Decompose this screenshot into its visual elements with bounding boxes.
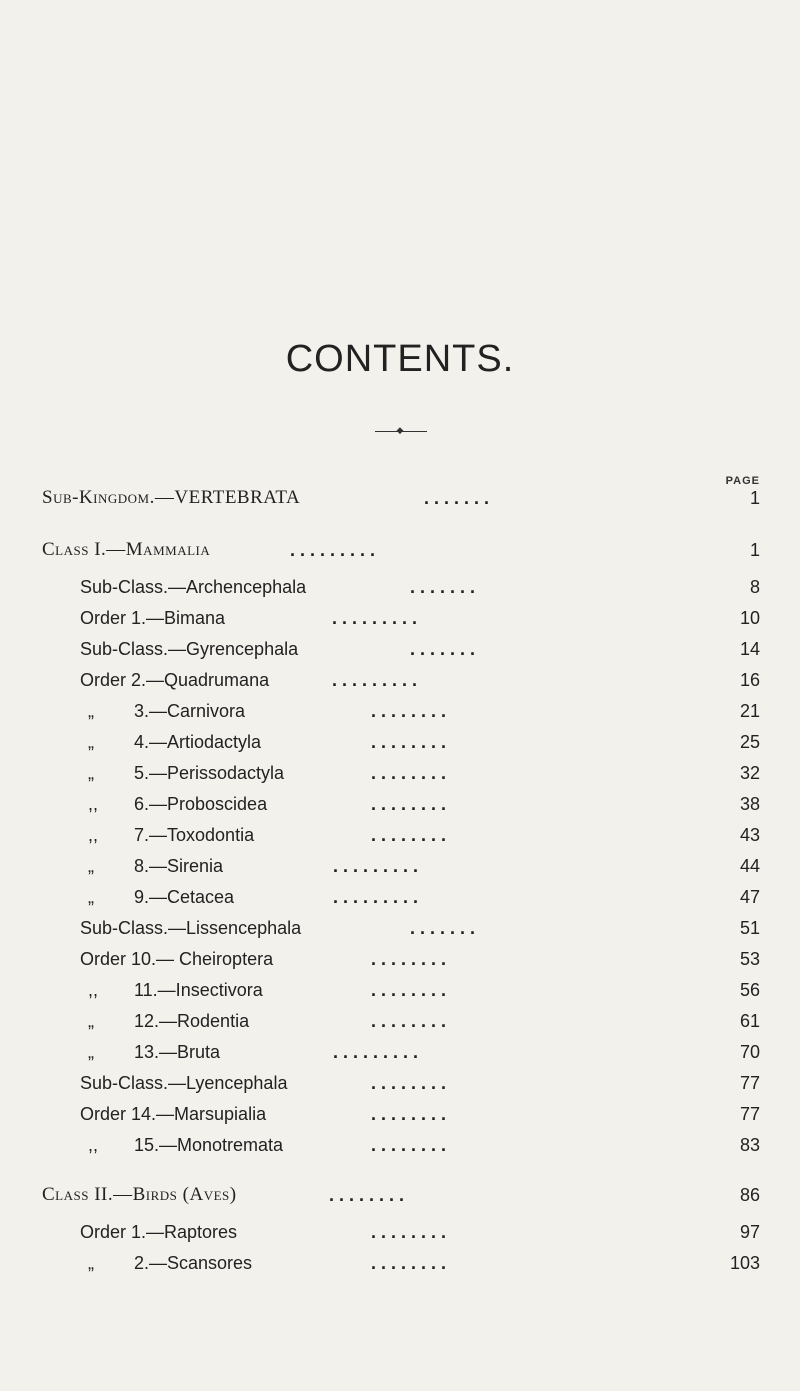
- toc-entry: [80, 915, 762, 941]
- toc-page-number: 38: [739, 794, 760, 814]
- toc-page-number: 77: [739, 1104, 760, 1124]
- toc-leader-dots: . . . . . . . .: [371, 763, 447, 783]
- toc-entry: [80, 946, 762, 972]
- toc-leader-dots: . . . . . . . .: [371, 825, 447, 845]
- toc-page-number: 1: [749, 540, 760, 560]
- toc-entry-label: Order 1.—Raptores: [80, 1222, 238, 1242]
- toc-entry: [88, 1250, 762, 1276]
- ditto-mark: ,,: [88, 1135, 99, 1155]
- toc-page-number: 51: [739, 918, 760, 938]
- toc-leader-dots: . . . . . . . .: [371, 701, 447, 721]
- toc-entry-label: Sub-Kingdom.—VERTEBRATA: [42, 487, 301, 508]
- toc-entry-label: Class II.—Birds (Aves): [42, 1184, 237, 1205]
- toc-entry: [80, 1219, 762, 1245]
- ditto-mark: ,,: [88, 794, 99, 814]
- toc-page-number: 83: [739, 1135, 760, 1155]
- toc-leader-dots: . . . . . . . . .: [332, 608, 418, 628]
- toc-entry-label: Class I.—Mammalia: [42, 539, 211, 560]
- ditto-mark: „: [88, 701, 94, 721]
- toc-entry-label: Sub-Class.—Lyencephala: [80, 1073, 288, 1093]
- page-column-header: PAGE: [725, 475, 760, 487]
- toc-entry-label: 12.—Rodentia: [134, 1011, 250, 1031]
- ditto-mark: „: [88, 887, 94, 907]
- toc-entry-label: 11.—Insectivora: [134, 980, 263, 1000]
- toc-page-number: 16: [739, 670, 760, 690]
- toc-entry-class: [42, 1182, 762, 1208]
- toc-entry-label: Sub-Class.—Archencephala: [80, 577, 307, 597]
- toc-leader-dots: . . . . . . . . .: [290, 540, 376, 560]
- toc-leader-dots: . . . . . . . . .: [333, 856, 419, 876]
- toc-leader-dots: . . . . . . .: [424, 488, 490, 508]
- toc-entry-label: 7.—Toxodontia: [134, 825, 255, 845]
- toc-leader-dots: . . . . . . . .: [371, 1253, 447, 1273]
- toc-entry-label: 15.—Monotremata: [134, 1135, 284, 1155]
- toc-leader-dots: . . . . . . . .: [371, 1104, 447, 1124]
- page-title: CONTENTS.: [285, 338, 515, 380]
- toc-entry-label: 6.—Proboscidea: [134, 794, 268, 814]
- toc-entry-label: 9.—Cetacea: [134, 887, 235, 907]
- toc-page-number: 8: [749, 577, 760, 597]
- toc-entry: [80, 1101, 762, 1127]
- toc-page-number: 1: [749, 488, 760, 508]
- toc-page-number: 77: [739, 1073, 760, 1093]
- toc-entry-label: 13.—Bruta: [134, 1042, 221, 1062]
- toc-leader-dots: . . . . . . . .: [371, 1222, 447, 1242]
- toc-page-number: 21: [739, 701, 760, 721]
- toc-entry-label: Order 14.—Marsupialia: [80, 1104, 267, 1124]
- toc-page-number: 10: [739, 608, 760, 628]
- toc-entry: [88, 822, 762, 848]
- toc-leader-dots: . . . . . . .: [410, 639, 476, 659]
- toc-entry: [88, 729, 762, 755]
- toc-page-number: 14: [739, 639, 760, 659]
- toc-entry: [80, 1070, 762, 1096]
- toc-leader-dots: . . . . . . . . .: [332, 670, 418, 690]
- toc-entry-subkingdom: [42, 485, 762, 511]
- toc-entry-label: Sub-Class.—Lissencephala: [80, 918, 302, 938]
- toc-entry-label: 5.—Perissodactyla: [134, 763, 285, 783]
- toc-entry: [88, 884, 762, 910]
- toc-leader-dots: . . . . . . . .: [329, 1185, 405, 1205]
- toc-leader-dots: . . . . . . .: [410, 577, 476, 597]
- ditto-mark: „: [88, 763, 94, 783]
- toc-entry: [88, 760, 762, 786]
- toc-page-number: 103: [729, 1253, 760, 1273]
- toc-leader-dots: . . . . . . . . .: [333, 887, 419, 907]
- toc-entry-label: 8.—Sirenia: [134, 856, 224, 876]
- toc-entry: [88, 1039, 762, 1065]
- toc-page-number: 97: [739, 1222, 760, 1242]
- toc-entry-class: [42, 537, 762, 563]
- toc-entry-label: 2.—Scansores: [134, 1253, 253, 1273]
- toc-entry: [88, 1008, 762, 1034]
- toc-page-number: 25: [739, 732, 760, 752]
- toc-page-number: 70: [739, 1042, 760, 1062]
- toc-leader-dots: . . . . . . . .: [371, 949, 447, 969]
- toc-entry-label: Order 1.—Bimana: [80, 608, 226, 628]
- toc-entry-label: Order 2.—Quadrumana: [80, 670, 270, 690]
- toc-page-number: 56: [739, 980, 760, 1000]
- toc-entry: [88, 698, 762, 724]
- toc-page-number: 32: [739, 763, 760, 783]
- toc-entry-label: 3.—Carnivora: [134, 701, 246, 721]
- toc-entry: [80, 636, 762, 662]
- toc-leader-dots: . . . . . . . .: [371, 1135, 447, 1155]
- toc-page-number: 43: [739, 825, 760, 845]
- toc-leader-dots: . . . . . . . .: [371, 1073, 447, 1093]
- ditto-mark: „: [88, 1011, 94, 1031]
- toc-leader-dots: . . . . . . . . .: [333, 1042, 419, 1062]
- toc-leader-dots: . . . . . . . .: [371, 794, 447, 814]
- toc-page-number: 53: [739, 949, 760, 969]
- toc-page-number: 44: [739, 856, 760, 876]
- toc-page-number: 86: [739, 1185, 760, 1205]
- toc-page-number: 47: [739, 887, 760, 907]
- divider-ornament-icon: ◆: [396, 426, 404, 436]
- toc-entry: [88, 1132, 762, 1158]
- ditto-mark: „: [88, 1253, 94, 1273]
- ditto-mark: „: [88, 1042, 94, 1062]
- toc-entry-label: 4.—Artiodactyla: [134, 732, 262, 752]
- toc-page-number: 61: [739, 1011, 760, 1031]
- toc-leader-dots: . . . . . . . .: [371, 732, 447, 752]
- toc-entry: [80, 605, 762, 631]
- toc-entry: [88, 977, 762, 1003]
- ditto-mark: ,,: [88, 825, 99, 845]
- toc-leader-dots: . . . . . . .: [410, 918, 476, 938]
- ditto-mark: „: [88, 856, 94, 876]
- toc-entry: [80, 574, 762, 600]
- toc-entry: [88, 791, 762, 817]
- toc-entry-label: Sub-Class.—Gyrencephala: [80, 639, 299, 659]
- ditto-mark: „: [88, 732, 94, 752]
- toc-leader-dots: . . . . . . . .: [371, 980, 447, 1000]
- toc-entry-label: Order 10.— Cheiroptera: [80, 949, 274, 969]
- toc-leader-dots: . . . . . . . .: [371, 1011, 447, 1031]
- toc-entry: [80, 667, 762, 693]
- toc-entry: [88, 853, 762, 879]
- ditto-mark: ,,: [88, 980, 99, 1000]
